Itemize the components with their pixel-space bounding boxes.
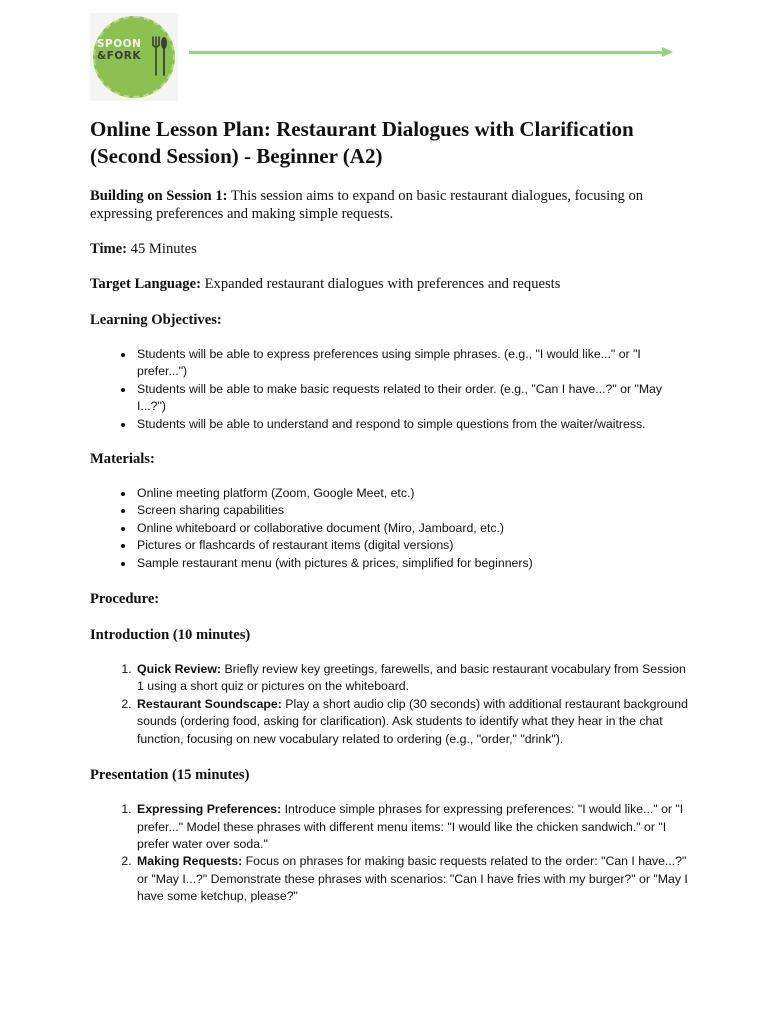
list-item — [135, 661, 690, 696]
time-paragraph — [90, 240, 690, 258]
list-item: • Students will be able to express preferences using simple phrases. (e.g., "I would like..." or "I prefer...") — [135, 346, 690, 381]
item-label: Restaurant Soundscape: — [137, 696, 282, 711]
list-item: • Online whiteboard or collaborative document (Miro, Jamboard, etc.) — [135, 520, 690, 537]
list-item — [135, 801, 690, 853]
building-text: This session aims to expand on basic restaurant dialogues, focusing on expressing preferences and making simple requests. — [90, 188, 644, 222]
logo-line-1: SPOON — [97, 38, 142, 50]
target-language-text: Expanded restaurant dialogues with preferences and requests — [200, 276, 561, 292]
list-item: • Screen sharing capabilities — [135, 502, 690, 519]
presentation-heading: Presentation (15 minutes) — [90, 767, 250, 784]
materials-heading: Materials: — [90, 451, 155, 468]
list-item: • Sample restaurant menu (with pictures & prices, simplified for beginners) — [135, 555, 690, 572]
item-text: Introduce simple phrases for expressing preferences: "I would like..." or "I prefer..." Model these phrases with different menu items: "I would like the chicken sandwich." or "I prefer water over soda." — [137, 802, 684, 851]
item-label: Making Requests: — [137, 854, 243, 869]
list-item: • Online meeting platform (Zoom, Google Meet, etc.) — [135, 485, 690, 502]
logo-line-2: &FORK — [97, 50, 141, 62]
logo — [90, 13, 178, 101]
logo-text — [97, 38, 141, 62]
time-label: Time: — [90, 241, 128, 257]
target-language-paragraph — [90, 275, 690, 293]
item-text: Focus on phrases for making basic requests related to the order: "Can I have...?" or "May I...?" Demonstrate these phrases with scenarios: "Can I have fries with my burger?" or "May I have some ketchup, please?" — [137, 854, 688, 904]
time-text: 45 Minutes — [127, 241, 197, 257]
learning-objectives-heading: Learning Objectives: — [90, 312, 222, 328]
building-paragraph — [90, 187, 690, 223]
arrow-right-icon — [662, 47, 673, 57]
procedure-heading: Procedure: — [90, 591, 160, 608]
introduction-heading: Introduction (10 minutes) — [90, 627, 251, 644]
introduction-list — [90, 661, 690, 748]
page-title: Online Lesson Plan: Restaurant Dialogues with Clarification (Second Session) - Beginner (A2) — [90, 117, 634, 168]
item-label: Quick Review: — [137, 662, 222, 677]
presentation-list — [90, 801, 690, 905]
list-item: • Students will be able to make basic requests related to their order. (e.g., "Can I have...?" or "May I...?") — [135, 381, 690, 416]
header-divider-line — [189, 51, 664, 54]
item-text: Play a short audio clip (30 seconds) with additional restaurant background sounds (ordering food, asking for clarification). Ask students to identify what they hear in the chat function, focusing on new vocabulary related to ordering (e.g., "order," "drink"). — [137, 696, 688, 746]
target-language-label: Target Language: — [90, 276, 201, 292]
building-label: Building on Session 1: — [90, 188, 228, 204]
item-label: Expressing Preferences: — [137, 802, 282, 817]
item-text: Briefly review key greetings, farewells, and basic restaurant vocabulary from Session 1 using a short quiz or pictures on the whiteboard. — [137, 662, 686, 694]
materials-list — [90, 485, 690, 572]
fork-spoon-icon — [150, 35, 168, 79]
learning-objectives-list — [90, 346, 690, 433]
document-body — [90, 116, 690, 906]
list-item — [135, 853, 690, 905]
list-item — [135, 696, 690, 748]
list-item: • Students will be able to understand and respond to simple questions from the waiter/waitress. — [135, 416, 690, 433]
list-item: • Pictures or flashcards of restaurant items (digital versions) — [135, 537, 690, 554]
